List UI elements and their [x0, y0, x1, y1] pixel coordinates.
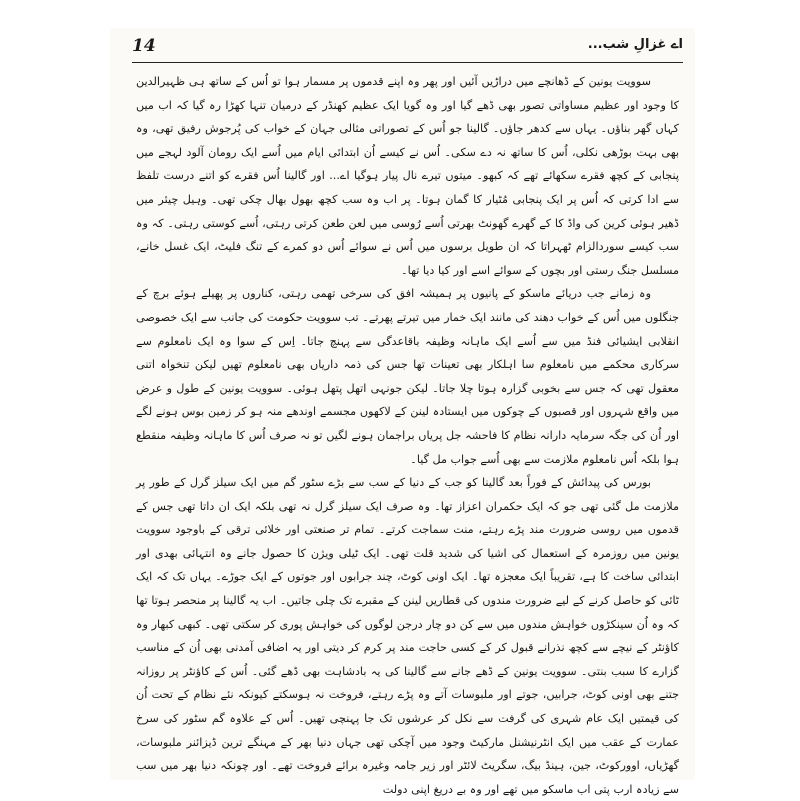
- page-number: 14: [132, 36, 156, 56]
- running-header: [132, 36, 683, 63]
- paragraph: بورس کی پیدائش کے فوراً بعد گالینا کو جب کے دنیا کے سب سے بڑے سٹور گم میں ایک سیلز گرل کے طور پر ملازمت مل گئی تھی جو کہ ایک حکمران اعزاز تھا۔ وہ صرف ایک سیلز گرل نہ تھی بلکہ ایک ان داتا تھی جس کے قدموں میں روسی ضرورت مند پڑے رہتے، منت سماجت کرتے۔ تمام تر صنعتی اور خلائی ترقی کے باوجود سوویت یونین میں روزمرہ کے استعمال کی اشیا کی شدید قلت تھی۔ ایک ٹیلی ویژن کا حصول جانے وہ انتہائی بھدی اور ابتدائی ساخت کا ہے، تقریباً ایک معجزہ تھا۔ ایک اونی کوٹ، چند جرابوں اور جوتوں کے ایک جوڑے۔ یہاں تک کہ ایک ٹائی کو حاصل کرنے کے لیے ضرورت مندوں کی قطاریں لینن کے مقبرے تک چلی جاتیں۔ اب یہ گالینا پر منحصر ہوتا تھا کہ وہ اُن سینکڑوں خواہش مندوں میں سے کن دو چار درجن لوگوں کی خواہش پوری کر سکتی تھی۔ کبھی کبھار وہ کاؤنٹر کے نیچے سے کچھ نذرانے قبول کر کے کسی حاجت مند پر کرم کر دیتی اور یہ اضافی آمدنی بھی اُن کے مناسب گزارے کا سبب بنتی۔ سوویت یونین کے ڈھے جانے سے گالینا کی یہ بادشاہت بھی ڈھے گئی۔ اُس کے کاؤنٹر پر روزانہ جتنے بھی اونی کوٹ، جرابیں، جوتے اور ملبوسات آتے وہ پڑے رہتے، فروخت نہ ہوسکتے کیونکہ نئے نظام کے تحت اُن کی قیمتیں ایک عام شہری کی گرفت سے نکل کر عرشوں تک جا پہنچی تھیں۔ اُس کے علاوہ گم سٹور کی سرخ عمارت کے عقب میں ایک انٹرنیشنل مارکیٹ وجود میں آچکی تھی جہاں دنیا بھر کے مہنگے ترین ڈیزائنر ملبوسات، گھڑیاں، اوورکوٹ، جین، ہینڈ بیگ، سگریٹ لائٹر اور زیر جامہ وغیرہ برائے فروخت تھے۔ اور چونکہ دنیا بھر میں سب سے زیادہ ارب پتی اب ماسکو میں تھے اور وہ بے دریغ اپنی دولت: [136, 476, 679, 796]
- body-text: [136, 70, 679, 801]
- paragraph: سوویت یونین کے ڈھانچے میں دراڑیں آئیں اور پھر وہ اپنے قدموں پر مسمار ہوا تو اُس کے ساتھ ہی ظہیرالدین کا وجود اور عظیم مساواتی تصور بھی ڈھے گیا اور وہ گویا ایک عظیم کھنڈر کے درمیان تنہا کھڑا رہ گیا کہ اب میں کہاں گھر بناؤں۔ یہاں سے کدھر جاؤں۔ گالینا جو اُس کے تصوراتی مثالی جہان کے خواب کی پُرجوش رفیق تھی، وہ بھی بہت بوڑھی نکلی، اُس کا ساتھ نہ دے سکی۔ اُس نے کیسے اُن ابتدائی ایام میں اُسے ایک رومان آلود لہجے میں پنجابی کے کچھ فقرے سکھائے تھے کہ کبھو۔ میتوں تیرے نال پیار ہوگیا اے... اور گالینا اُس فقرے کو اتنے درست تلفظ سے ادا کرتی کہ اُس پر ایک پنجابی مُٹیار کا گمان ہوتا۔ پر اب وہ سب کچھ بھول بھال چکی تھی۔ وہیل چیئر میں ڈھیر ہوئی کرین کی واڈ کا کے گھرے گھونٹ بھرتی اُسے رُوسی میں لعن طعن کرتی رہتی، اُسے کوستی رہتی۔ کہ وہ سب کیسے سوردالزام ٹھہراتا کہ ان طویل برسوں میں اُس نے سوائے اُس دو کمرے کے تنگ فلیٹ، ایک غسل خانے، مسلسل جنگ رستی اور بچوں کے سوائے اسے اور کیا دیا تھا۔: [136, 75, 679, 277]
- book-title: اے غزالِ شب...: [587, 37, 683, 52]
- paragraph: وہ زمانے جب دریائے ماسکو کے پانیوں پر ہمیشہ افق کی سرخی تھمی رہتی، کناروں پر پھیلے ہوئے برچ کے جنگلوں میں اُس کے خواب دھند کی مانند ایک خمار میں تیرتے پھرتے۔ تب سوویت حکومت کی جانب سے ایک خصوصی انقلابی ایشیائی فنڈ میں سے اُسے ایک ماہانہ وظیفہ باقاعدگی سے پہنچ جاتا۔ اِس کے سوا وہ ایک نامعلوم سے سرکاری محکمے میں نامعلوم سا اہلکار بھی تعینات تھا جس کی ذمہ داریاں بھی نامعلوم تھیں لیکن تنخواہ اتنی معقول تھی کہ جس سے بخوبی گزارہ ہوتا چلا جاتا۔ لیکن جونہی اتھل پتھل ہوئی۔ سوویت یونین کے طول و عرض میں واقع شہروں اور قصبوں کے چوکوں میں ایستادہ لینن کے لاکھوں مجسمے اوندھے منہ ہو کر زمین بوس ہونے لگے اور اُن کی جگہ سرمایہ دارانہ نظام کا فاحشہ جل پریاں براجمان ہونے لگیں تو نہ صرف اُس کا ماہانہ وظیفہ منقطع ہوا بلکہ اُس نامعلوم ملازمت سے بھی اُسے جواب مل گیا۔: [136, 287, 679, 466]
- book-page: [110, 28, 695, 796]
